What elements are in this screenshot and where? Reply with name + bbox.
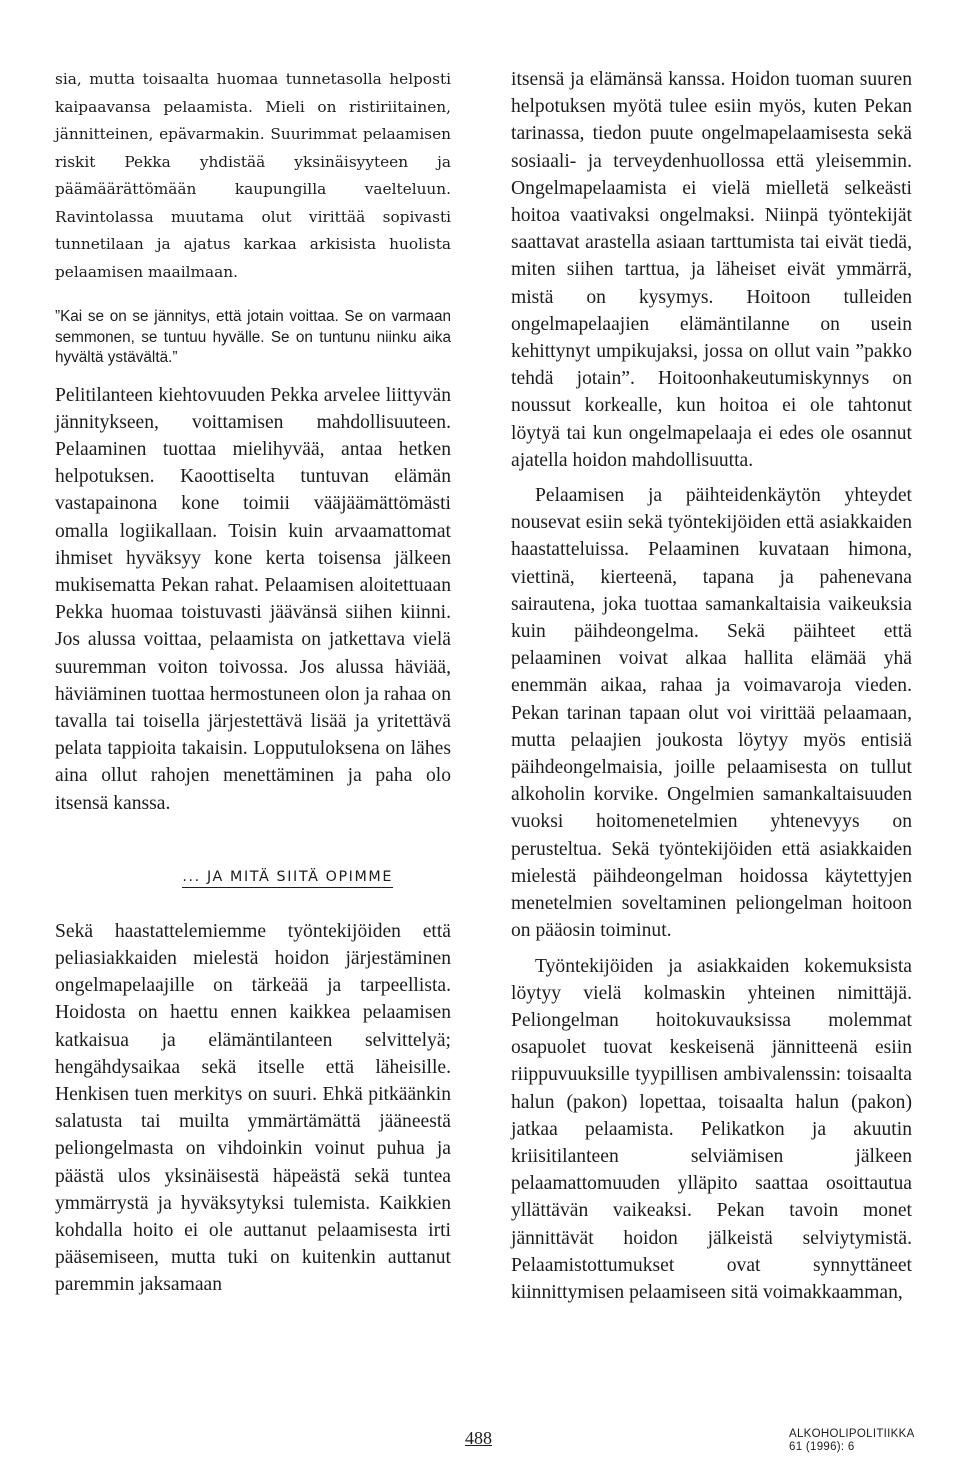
body-paragraph: Pelitilanteen kiehtovuuden Pekka arvelee liittyvän jännitykseen, voittamisen mahdollisuuteen. Pelaaminen tuottaa mielihyvää, antaa hetken helpotuksen. Kaoottiselta tuntuvan elämän vastapainona kone toimii vääjäämättömästi omalla logiikallaan. Toisin kuin arvaamattomat ihmiset hyväksyy kone kerta toisensa jälkeen mukisematta Pekan rahat. Pelaamisen aloitettuaan Pekka huomaa toistuvasti jäävänsä siihen kiinni. Jos alussa voittaa, pelaamista on jatkettava vielä suuremman voiton toivossa. Jos alussa häviää, häviäminen tuottaa hermostuneen olon ja rahaa on tavalla tai toisella järjestettävä lisää ja yritettävä pelata tappioita takaisin. Lopputuloksena on lähes aina ollut rahojen menettäminen ja paha olo itsensä kanssa. (55, 384, 451, 814)
journal-issue: 61 (1996): 6 (789, 1441, 855, 1453)
left-column (55, 66, 451, 1299)
body-paragraph: Pelaamisen ja päihteidenkäytön yhteydet nousevat esiin sekä työntekijöiden että asiakkaiden haastatteluissa. Pelaaminen kuvataan himona, viettinä, kierteenä, tapana ja pahenevana sairautena, joka tuottaa samankaltaisia vaikeuksia kuin päihdeongelma. Sekä päihteet että pelaaminen voivat alkaa hallita elämää yhä enemmän aikaa, rahaa ja voimavaroja vieden. Pekan tarinan tapaan olut voi virittää pelaamaan, mutta pelaajien joukosta löytyy myös entisiä päihdeongelmaisia, joille pelaamisesta on tullut alkoholin korvike. Ongelmien samankaltaisuuden vuoksi hoitomenetelmien yhtenevyys on perusteltua. Sekä työntekijöiden että asiakkaiden mielestä päihdeongelman hoidossa käytettyjen menetelmien soveltaminen peliongelman hoitoon on pääosin toiminut. (511, 485, 912, 942)
intro-paragraph: sia, mutta toisaalta huomaa tunnetasolla helposti kaipaavansa pelaamista. Mieli on ristiriitainen, jännitteinen, epävarmakin. Suurimmat pelaamisen riskit Pekka yhdistää yksinäisyyteen ja päämäärättömään kaupungilla vaelteluun. Ravintolassa muutama olut virittää sopivasti tunnetilaan ja ajatus karkaa arkisista huolista pelaamisen maailmaan. (55, 70, 451, 281)
body-paragraph: itsensä ja elämänsä kanssa. Hoidon tuoman suuren helpotuksen myötä tulee esiin myös, kuten Pekan tarinassa, tiedon puute ongelmapelaamisesta sekä sosiaali- ja terveydenhuollossa että yleisemmin. Ongelmapelaamista ei vielä mielletä selkeästi hoitoa vaativaksi ongelmaksi. Niinpä työntekijät saattavat arastella asiaan tarttumista tai eivät tiedä, miten siihen tarttua, ja läheiset eivät ymmärrä, mistä on kysymys. Hoitoon tulleiden ongelmapelaajien elämäntilanne on usein kehittynyt umpikujaksi, jossa on ollut vain ”pakko tehdä jotain”. Hoitoonhakeutumiskynnys on noussut korkealle, kun hoitoa ei ole tahtonut löytyä tai kun ongelmapelaaja ei edes ole osannut ajatella hoidon mahdollisuutta. (511, 69, 912, 471)
right-column (511, 66, 912, 1306)
section-heading (55, 868, 451, 886)
body-paragraph: Työntekijöiden ja asiakkaiden kokemuksista löytyy vielä kolmaskin yhteinen nimittäjä. Peliongelman hoitokuvauksissa molemmat osapuolet tuovat keskeisenä jännitteenä esiin riippuvuuksille tyypillisen ambivalenssin: toisaalta halun (pakon) lopettaa, toisaalta halun (pakon) jatkaa pelaamista. Pelikatkon ja akuutin kriisitilanteen selviämisen jälkeen pelaamattomuuden ylläpito saattaa osoittautua yllättävän vaikeaksi. Pekan tavoin monet jännittävät hoidon jälkeistä selviytymistä. Pelaamistottumukset ovat synnyttäneet kiinnittymisen pelaamiseen sitä voimakkaamman, (511, 955, 912, 1303)
journal-name: ALKOHOLIPOLITIIKKA (789, 1428, 915, 1440)
page-number: 488 (465, 1428, 492, 1448)
interview-quote: ”Kai se on se jännitys, että jotain voittaa. Se on varmaan semmonen, se tuntuu hyvälle. Se on tuntunu niinku aika hyvältä ystävältä.” (55, 308, 451, 366)
section-heading-text: ... JA MITÄ SIITÄ OPIMME (182, 869, 393, 888)
journal-reference (789, 1428, 915, 1454)
section-paragraph: Sekä haastattelemiemme työntekijöiden että peliasiakkaiden mielestä hoidon järjestäminen ongelmapelaajille on tärkeää ja tarpeellista. Hoidosta on haettu ennen kaikkea pelaamisen katkaisua ja elämäntilanteen selvittelyä; hengähdysaikaa sekä itselle että läheisille. Henkisen tuen merkitys on suuri. Ehkä pitkäänkin salatusta tai muilta ymmärtämättä jääneestä peliongelmasta on vihdoinkin voinut puhua ja päästä ulos yksinäisestä häpeästä sekä tuntea ymmärrystä ja hyväksytyksi tulemista. Kaikkien kohdalla hoito ei ole auttanut pelaamisesta irti pääsemiseen, mutta tuki on kuitenkin auttanut paremmin jaksamaan (55, 920, 451, 1296)
